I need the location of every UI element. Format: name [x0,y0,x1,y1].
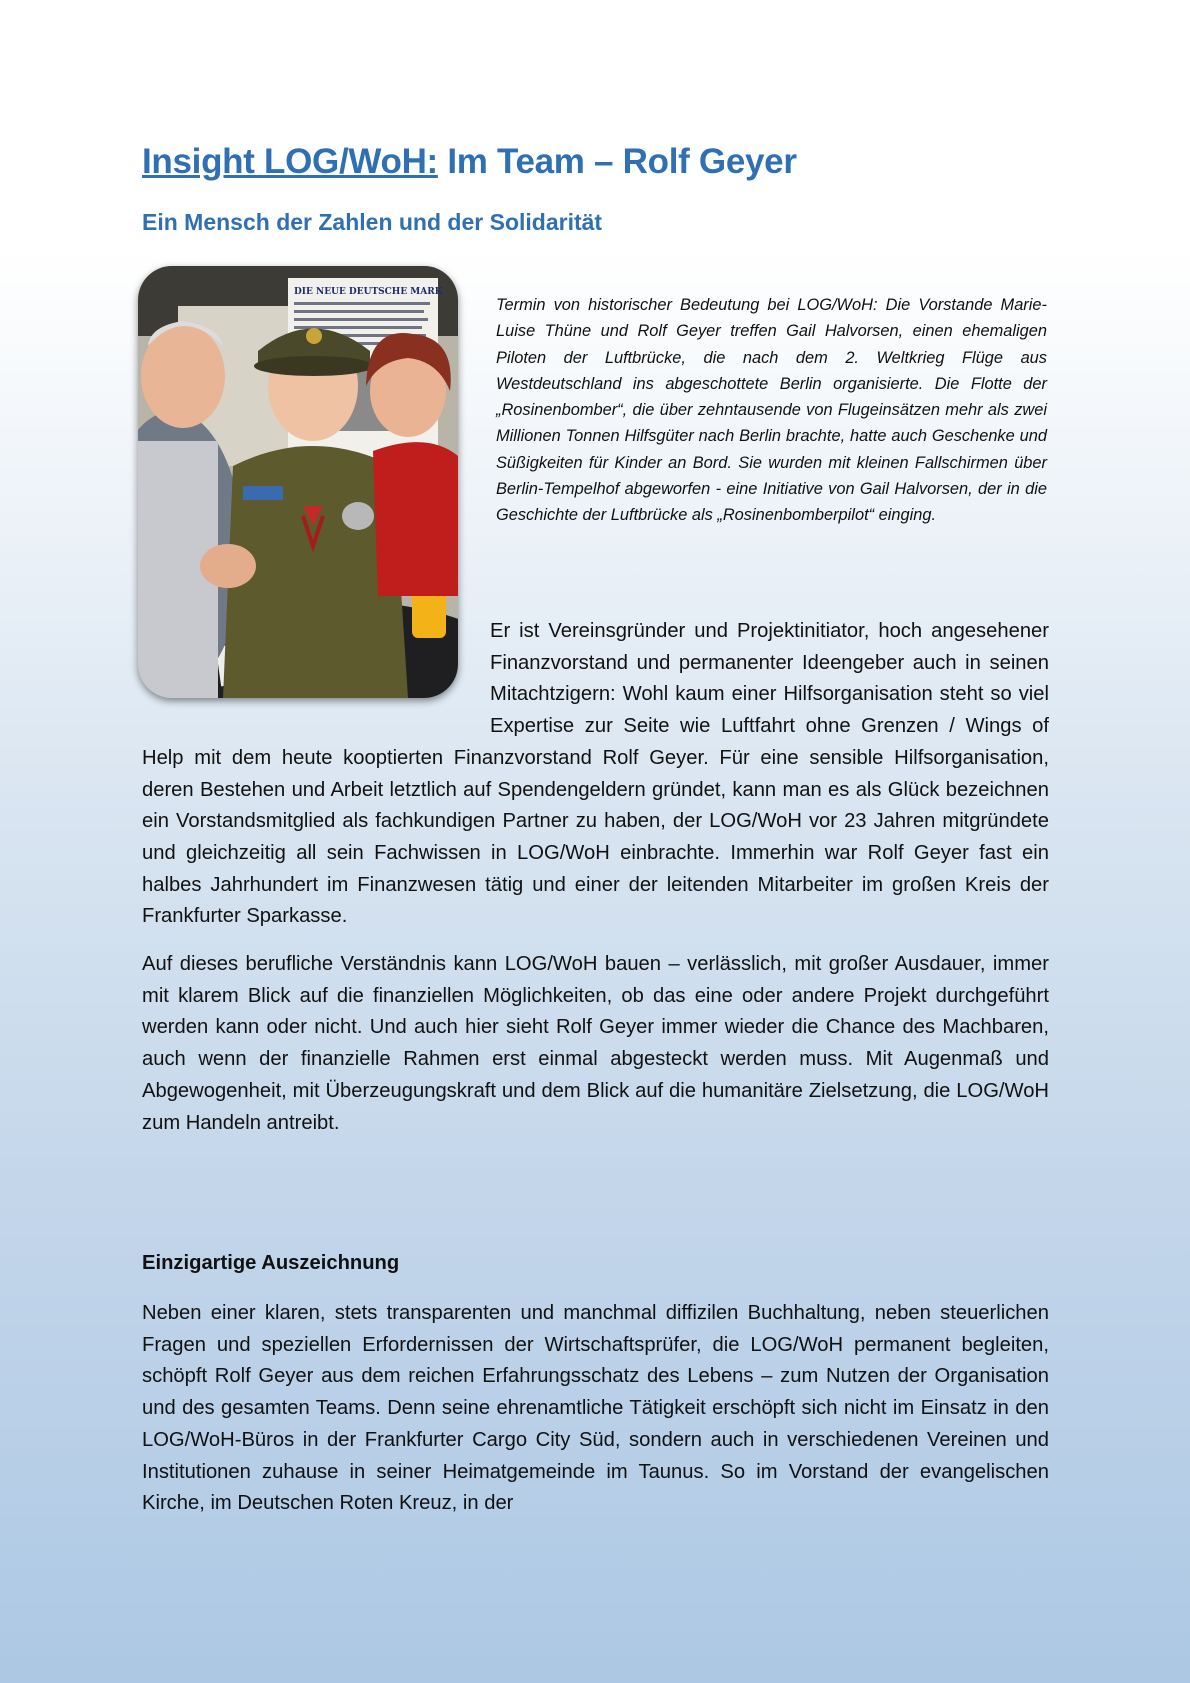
photo-wrap-spacer [142,616,490,731]
page-subtitle: Ein Mensch der Zahlen und der Solidarität [142,209,603,235]
intro-paragraph-block [142,616,1049,933]
body-paragraph-1: Er ist Vereinsgründer und Projektinitiator, hoch angesehener Finanzvorstand und permanenter Ideengeber auch in seinen Mitachtzigern: Wohl kaum einer Hilfsorganisation steht so viel Expertise zur Seite wie Luftfahrt ohne Grenzen / Wings of Help mit dem heute kooptierten Finanzvorstand Rolf Geyer. Für eine sensible Hilfsorganisation, deren Bestehen und Arbeit letztlich auf Spendengeldern gründet, kann man es als Glück bezeichnen ein Vorstandsmitglied als fachkundigen Partner zu haben, der LOG/WoH vor 23 Jahren mitgründete und gleichzeitig all sein Fachwissen in LOG/WoH einbrachte. Immerhin war Rolf Geyer fast ein halbes Jahrhundert im Finanzwesen tätig und einer der leitenden Mitarbeiter im großen Kreis der Frankfurter Sparkasse. [142,620,1049,928]
body-paragraph-3: Neben einer klaren, stets transparenten und manchmal diffizilen Buchhaltung, neben steuerlichen Fragen und speziellen Erfordernissen der Wirtschaftsprüfer, die LOG/WoH permanent begleiten, schöpft Rolf Geyer aus dem reichen Erfahrungsschatz des Lebens – zum Nutzen der Organisation und des gesamten Teams. Denn seine ehrenamtliche Tätigkeit erschöpft sich nicht im Einsatz in den LOG/WoH-Büros in der Frankfurter Cargo City Süd, sondern auch in verschiedenen Vereinen und Institutionen zuhause in seiner Heimatgemeinde im Taunus. So im Vorstand der evangelischen Kirche, im Deutschen Roten Kreuz, in der [142,1302,1049,1515]
poster-title: DIE NEUE DEUTSCHE MARK [294,287,443,297]
title-link[interactable]: Insight LOG/WoH: [142,142,438,181]
page-title [142,142,797,182]
section-heading: Einzigartige Auszeichnung [142,1252,400,1274]
body-paragraph-2: Auf dieses berufliche Verständnis kann LOG/WoH bauen – verlässlich, mit großer Ausdauer, immer mit klarem Blick auf die finanziellen Möglichkeiten, ob das eine oder andere Projekt durchgeführt werden kann oder nicht. Und auch hier sieht Rolf Geyer immer wieder die Chance des Machbaren, auch wenn der finanzielle Rahmen erst einmal abgesteckt werden muss. Mit Augenmaß und Abgewogenheit, mit Überzeugungskraft und dem Blick auf die humanitäre Zielsetzung, die LOG/WoH zum Handeln antreibt. [142,953,1049,1134]
photo-caption: Termin von historischer Bedeutung bei LOG/WoH: Die Vorstande Marie-Luise Thüne und Rolf Geyer treffen Gail Halvorsen, einen ehemaligen Piloten der Luftbrücke, die nach dem 2. Weltkrieg Flüge aus Westdeutschland ins abgeschottete Berlin organisierte. Die Flotte der „Rosinenbomber“, die über zehntausende von Flugeinsätzen mehr als zwei Millionen Tonnen Hilfsgüter nach Berlin brachte, hatte auch Geschenke und Süßigkeiten für Kinder an Bord. Sie wurden mit kleinen Fallschirmen über Berlin-Tempelhof abgeworfen - eine Initiative von Gail Halvorsen, der in die Geschichte der Luftbrücke als „Rosinenbomberpilot“ einging. [496,296,1047,525]
title-text: Im Team – Rolf Geyer [437,142,797,181]
